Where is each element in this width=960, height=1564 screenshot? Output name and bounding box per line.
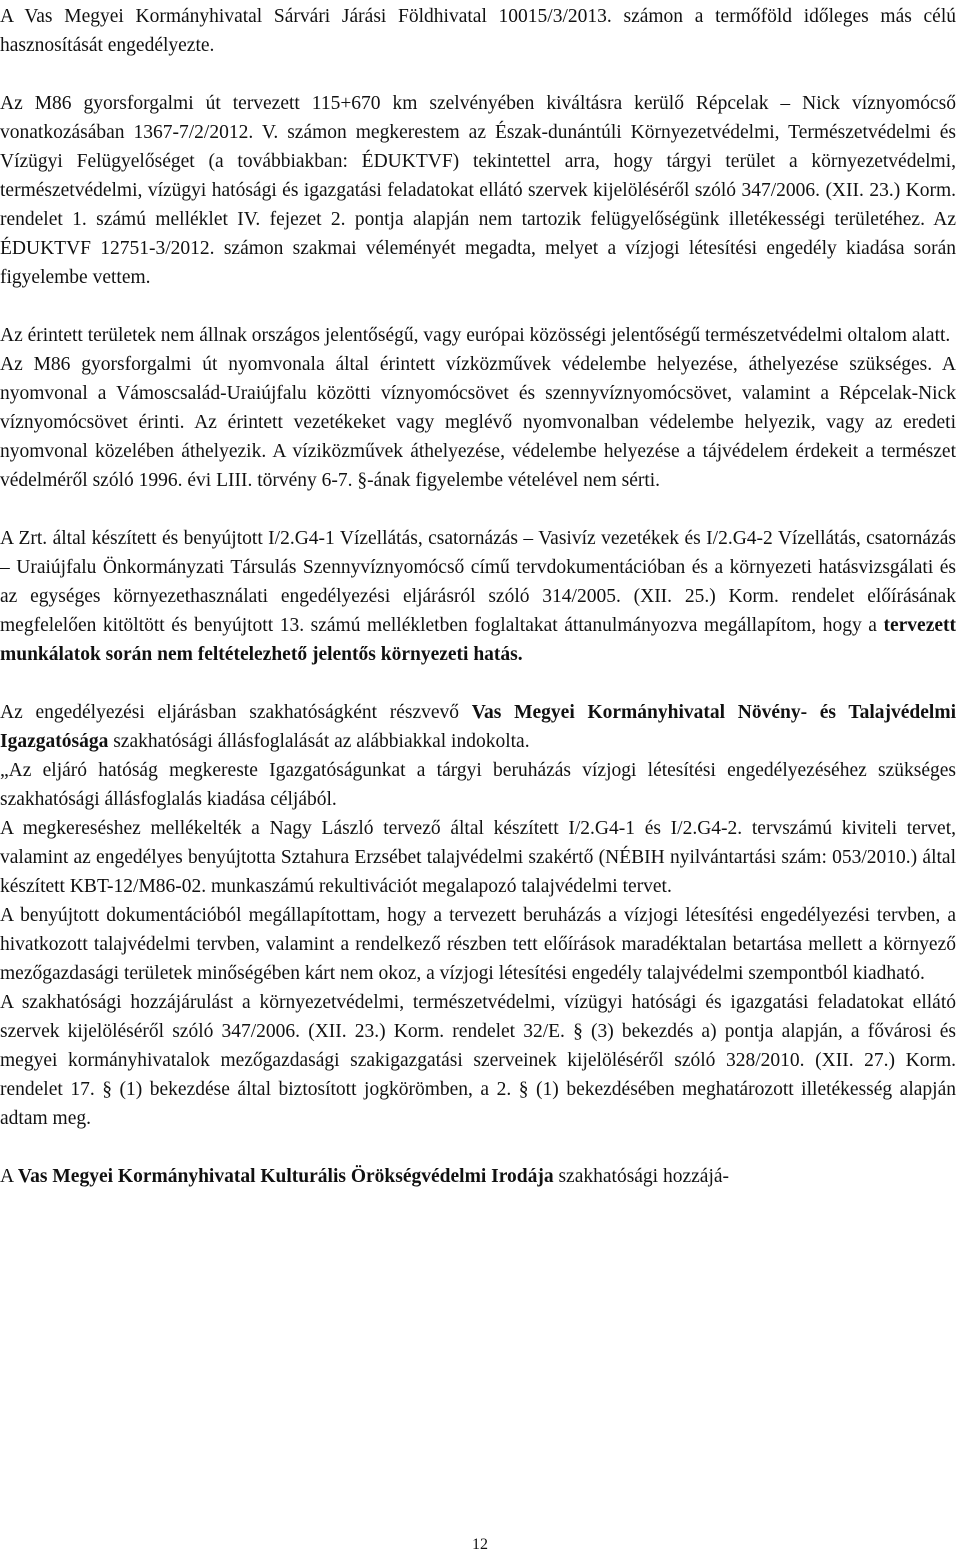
text-run: szakhatósági állásfoglalását az alábbiakkal indokolta. bbox=[108, 731, 530, 752]
paragraph-utility-relocation: Az M86 gyorsforgalmi út nyomvonala által érintett vízközművek védelembe helyezése, áthelyezése szükséges. A nyomvonal a Vámoscsalád-Uraiújfalu közötti víznyomócsövet és szennyvíznyomócsövet, valamint a Répcelak-Nick víznyomócsövet érinti. Az érintett vezetékeket vagy meglévő nyomvonalban védelembe helyezik, vagy az eredeti nyomvonal közelében áthelyezik. A víziközművek áthelyezése, védelembe helyezése a tájvédelem érdekeit a természet védelméről szóló 1996. évi LIII. törvény 6-7. §-ának figyelembe vételével nem sérti. bbox=[0, 354, 956, 491]
bold-heritage-office: Vas Megyei Kormányhivatal Kulturális Örökségvédelmi Irodája bbox=[17, 1166, 554, 1187]
page-number: 12 bbox=[472, 1536, 488, 1553]
document-body bbox=[0, 2, 956, 1191]
text-run: Az engedélyezési eljárásban szakhatóságként részvevő bbox=[0, 702, 472, 723]
bold-conclusion: tervezett munkálatok során nem feltételezhető jelentős környezeti hatás. bbox=[0, 615, 956, 665]
paragraph-environmental-impact bbox=[0, 524, 956, 669]
paragraph-nature-protection: Az érintett területek nem állnak országos jelentőségű, vagy európai közösségi jelentőségű természetvédelmi oltalom alatt. bbox=[0, 325, 951, 346]
paragraph-land-office: A Vas Megyei Kormányhivatal Sárvári Járási Földhivatal 10015/3/2013. számon a termőföld időleges más célú hasznosítását engedélyezte. bbox=[0, 6, 956, 56]
paragraph-findings: A benyújtott dokumentációból megállapítottam, hogy a tervezett beruházás a vízjogi létesítési engedélyezési tervben, a hivatkozott talajvédelmi tervben, valamint a rendelkező részben tett előírások maradéktalan betartása mellett a környező mezőgazdasági területek minőségében kárt nem okoz, a vízjogi létesítési engedély talajvédelmi szempontból kiadható. bbox=[0, 905, 956, 984]
paragraph-heritage-office bbox=[0, 1162, 956, 1191]
paragraph-soil-authority bbox=[0, 698, 956, 756]
text-run: A Zrt. által készített és benyújtott I/2.G4-1 Vízellátás, csatornázás – Vasivíz vezetékek és I/2.G4-2 Vízellátás, csatornázás – Uraiújfalu Önkormányzati Társulás Szennyvíznyomócső című tervdokumentációban és a környezeti hatásvizsgálati és az egységes környezethasználati engedélyezési eljárásról szóló 314/2005. (XII. 25.) Korm. rendelet előírásának megfelelően kitöltött és benyújtott 13. számú mellékletben foglaltakat áttanulmányozva megállapítom, hogy a bbox=[0, 528, 956, 636]
bold-authority-name: Vas Megyei Kormányhivatal Növény- és Talajvédelmi Igazgatósága bbox=[0, 702, 956, 752]
text-run: szakhatósági hozzájá- bbox=[553, 1166, 730, 1187]
paragraph-attachments: A megkereséshez mellékelték a Nagy László tervező által készített I/2.G4-1 és I/2.G4-2. tervszámú kiviteli tervet, valamint az engedélyes benyújtotta Sztahura Erzsébet talajvédelmi szakértő (NÉBIH nyilvántartási szám: 053/2010.) által készített KBT-12/M86-02. munkaszámú rekultivációt megalapozó talajvédelmi tervet. bbox=[0, 818, 956, 897]
paragraph-quote-start: „Az eljáró hatóság megkereste Igazgatóságunkat a tárgyi beruházás vízjogi létesítési engedélyezéséhez szükséges szakhatósági állásfoglalás kiadása céljából. bbox=[0, 760, 956, 810]
text-run: A bbox=[0, 1166, 18, 1187]
paragraph-edukvtf-request: Az M86 gyorsforgalmi út tervezett 115+670 km szelvényében kiváltásra kerülő Répcelak – Nick víznyomócső vonatkozásában 1367-7/2/2012. V. számon megkerestem az Észak-dunántúli Környezetvédelmi, Természetvédelmi és Vízügyi Felügyelőséget (a továbbiakban: ÉDUKTVF) tekintettel arra, hogy tárgyi terület a környezetvédelmi, természetvédelmi, vízügyi hatósági és igazgatási feladatokat ellátó szervek kijelöléséről szóló 347/2006. (XII. 23.) Korm. rendelet 1. számú melléklet IV. fejezet 2. pontja alapján nem tartozik felügyelőségünk illetékességi területéhez. Az ÉDUKTVF 12751-3/2012. számon szakmai véleményét megadta, melyet a vízjogi létesítési engedély kiadása során figyelembe vettem. bbox=[0, 93, 956, 288]
paragraph-legal-basis: A szakhatósági hozzájárulást a környezetvédelmi, természetvédelmi, vízügyi hatósági és igazgatási feladatokat ellátó szervek kijelöléséről szóló 347/2006. (XII. 23.) Korm. rendelet 32/E. § (3) bekezdés a) pontja alapján, a fővárosi és megyei kormányhivatalok mezőgazdasági szakigazgatási szerveinek kijelöléséről szóló 328/2010. (XII. 27.) Korm. rendelet 17. § (1) bekezdése által biztosított jogkörömben, a 2. § (1) bekezdésében meghatározott illetékesség alapján adtam meg. bbox=[0, 992, 956, 1129]
